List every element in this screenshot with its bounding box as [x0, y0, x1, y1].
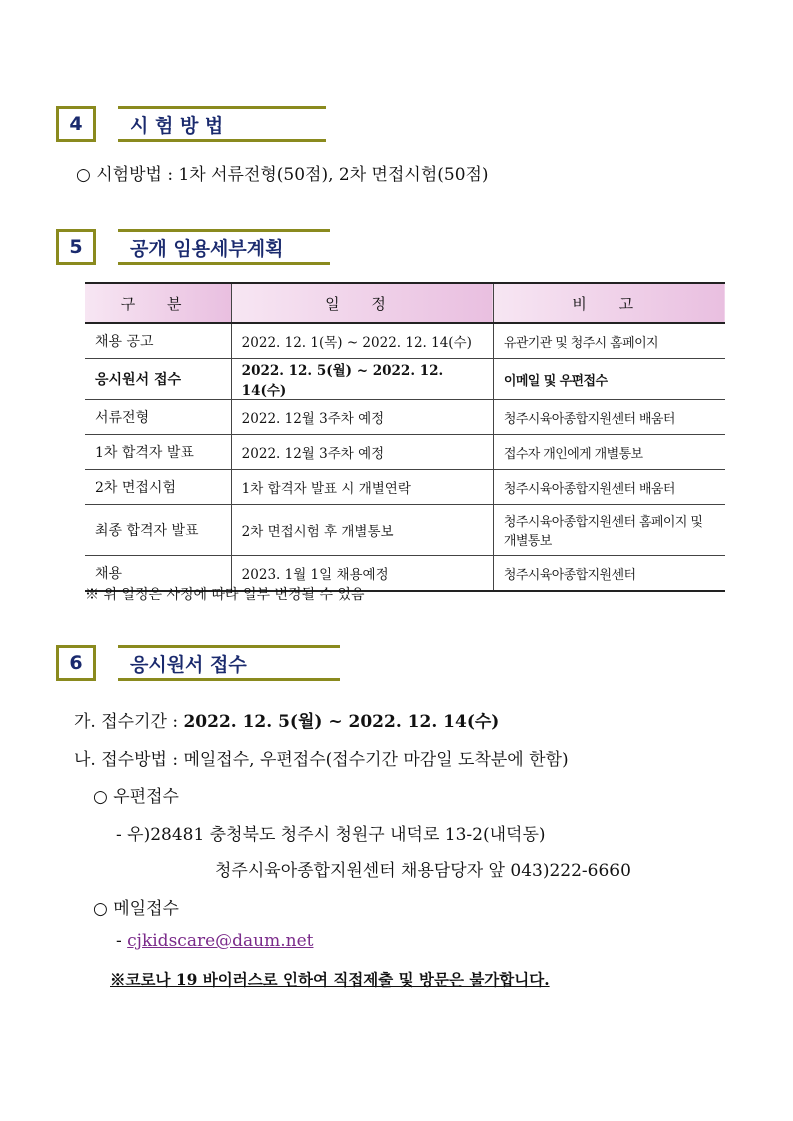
section-number: 4 — [56, 106, 96, 142]
table-cell: 청주시육아종합지원센터 배움터 — [493, 400, 725, 435]
application-method: 나. 접수방법 : 메일접수, 우편접수(접수기간 마감일 도착분에 한함) — [74, 750, 569, 770]
post-title: ○ 우편접수 — [93, 787, 179, 807]
table-row — [85, 505, 725, 556]
section-number: 6 — [56, 645, 96, 681]
schedule-note: ※ 위 일정은 사정에 따라 일부 변경될 수 있음 — [85, 587, 365, 603]
mail-title: ○ 메일접수 — [93, 899, 179, 919]
covid-notice: ※코로나 19 바이러스로 인하여 직접제출 및 방문은 불가합니다. — [110, 970, 550, 989]
table-cell: 2차 면접시험 후 개별통보 — [231, 505, 493, 556]
column-header: 구 분 — [85, 283, 231, 323]
table-cell: 이메일 및 우편접수 — [493, 359, 725, 400]
section-5-heading — [56, 229, 356, 273]
table-row — [85, 359, 725, 400]
column-header: 일 정 — [231, 283, 493, 323]
table-row — [85, 400, 725, 435]
table-cell: 서류전형 — [85, 400, 231, 435]
schedule-table — [85, 282, 725, 592]
table-cell: 응시원서 접수 — [85, 359, 231, 400]
mail-dash: - — [116, 931, 128, 951]
table-cell: 접수자 개인에게 개별통보 — [493, 435, 725, 470]
table-cell: 2022. 12. 1(목) ~ 2022. 12. 14(수) — [231, 323, 493, 359]
table-header-row — [85, 283, 725, 323]
section-title: 응시원서 접수 — [118, 645, 340, 681]
post-address: - 우)28481 충청북도 청주시 청원구 내덕로 13-2(내덕동) — [116, 825, 546, 845]
table-cell: 2022. 12월 3주차 예정 — [231, 400, 493, 435]
section-4-heading — [56, 106, 356, 150]
table-cell: 최종 합격자 발표 — [85, 505, 231, 556]
table-cell: 1차 합격자 발표 — [85, 435, 231, 470]
section-title: 시 험 방 법 — [118, 106, 326, 142]
table-cell: 채용 공고 — [85, 323, 231, 359]
table-row — [85, 435, 725, 470]
column-header: 비 고 — [493, 283, 725, 323]
table-row — [85, 470, 725, 505]
period-label: 가. 접수기간 : — [74, 712, 184, 732]
table-cell: 2023. 1월 1일 채용예정 — [231, 556, 493, 592]
exam-method-line: ○ 시험방법 : 1차 서류전형(50점), 2차 면접시험(50점) — [76, 165, 489, 185]
mail-line — [116, 931, 313, 951]
period-value: 2022. 12. 5(월) ~ 2022. 12. 14(수) — [183, 712, 500, 732]
table-cell: 청주시육아종합지원센터 배움터 — [493, 470, 725, 505]
table-cell: 청주시육아종합지원센터 — [493, 556, 725, 592]
application-period — [74, 707, 499, 732]
table-cell: 2022. 12. 5(월) ~ 2022. 12. 14(수) — [231, 359, 493, 400]
table-cell: 유관기관 및 청주시 홈페이지 — [493, 323, 725, 359]
section-6-heading — [56, 645, 356, 689]
post-recipient: 청주시육아종합지원센터 채용담당자 앞 043)222-6660 — [215, 861, 631, 881]
table-cell: 청주시육아종합지원센터 홈페이지 및 개별통보 — [493, 505, 725, 556]
table-cell: 2차 면접시험 — [85, 470, 231, 505]
section-title: 공개 임용세부계획 — [118, 229, 330, 265]
table-row — [85, 323, 725, 359]
email-link[interactable]: cjkidscare@daum.net — [127, 931, 314, 951]
section-number: 5 — [56, 229, 96, 265]
table-cell: 채용 — [85, 556, 231, 592]
table-cell: 1차 합격자 발표 시 개별연락 — [231, 470, 493, 505]
table-cell: 2022. 12월 3주차 예정 — [231, 435, 493, 470]
